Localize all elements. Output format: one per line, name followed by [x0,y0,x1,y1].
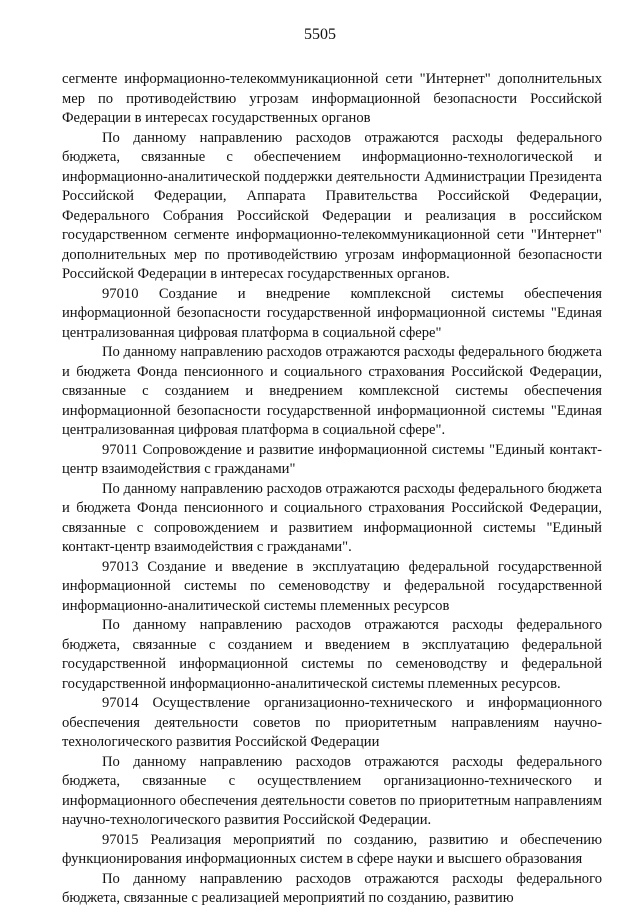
paragraph-code-97010: 97010 Создание и внедрение комплексной системы обеспечения информационной безопасности государственной информационной системы "Единая централизованная цифровая платформа в социальной сфере" [62,285,602,341]
paragraph-code-97013: 97013 Создание и введение в эксплуатацию федеральной государственной информационной системы по семеноводству и федеральной государственной информационно-аналитической системы племенных ресурсов [62,558,602,614]
paragraph-expense-description: По данному направлению расходов отражаются расходы федерального бюджета, связанные с реализацией мероприятий по созданию, развитию [62,870,602,906]
paragraph-code-97011: 97011 Сопровождение и развитие информационной системы "Единый контакт-центр взаимодействия с гражданами" [62,441,602,477]
paragraph-code-97015: 97015 Реализация мероприятий по созданию, развитию и обеспечению функционирования информационных систем в сфере науки и высшего образования [62,831,602,867]
paragraph-expense-description: По данному направлению расходов отражаются расходы федерального бюджета и бюджета Фонда пенсионного и социального страхования Российской Федерации, связанные с сопровождением и развитием информационной системы "Единый контакт-центр взаимодействия с гражданами". [62,480,602,555]
paragraph-expense-description: По данному направлению расходов отражаются расходы федерального бюджета, связанные с созданием и введением в эксплуатацию федеральной государственной информационной системы по семеноводству и федеральной государственной информационно-аналитической системы племенных ресурсов. [62,617,602,692]
paragraph-code-97014: 97014 Осуществление организационно-технического и информационного обеспечения деятельности советов по приоритетным направлениям научно-технологического развития Российской Федерации [62,695,602,750]
document-body [62,70,602,909]
page-number: 5505 [304,26,336,43]
paragraph-expense-description: По данному направлению расходов отражаются расходы федерального бюджета, связанные с осуществлением организационно-технического и информационного обеспечения деятельности советов по приоритетным направлениям научно-технологического развития Российской Федерации. [62,753,602,828]
paragraph-segment-continuation: сегменте информационно-телекоммуникационной сети "Интернет" дополнительных мер по противодействию угрозам информационной безопасности Российской Федерации в интересах государственных органов [62,71,602,126]
paragraph-expense-description: По данному направлению расходов отражаются расходы федерального бюджета и бюджета Фонда пенсионного и социального страхования Российской Федерации, связанные с созданием и внедрением комплексной системы обеспечения информационной безопасности государственной информационной системы "Единая централизованная цифровая платформа в социальной сфере". [62,344,602,438]
paragraph-expense-description: По данному направлению расходов отражаются расходы федерального бюджета, связанные с обеспечением информационно-технологической и информационно-аналитической поддержки деятельности Администрации Президента Российской Федерации, Аппарата Правительства Российской Федерации, Федерального Собрания Российской Федерации и реализация в российском государственном сегменте информационно-телекоммуникационной сети "Интернет" дополнительных мер по противодействию угрозам информационной безопасности Российской Федерации в интересах государственных органов. [62,129,602,282]
